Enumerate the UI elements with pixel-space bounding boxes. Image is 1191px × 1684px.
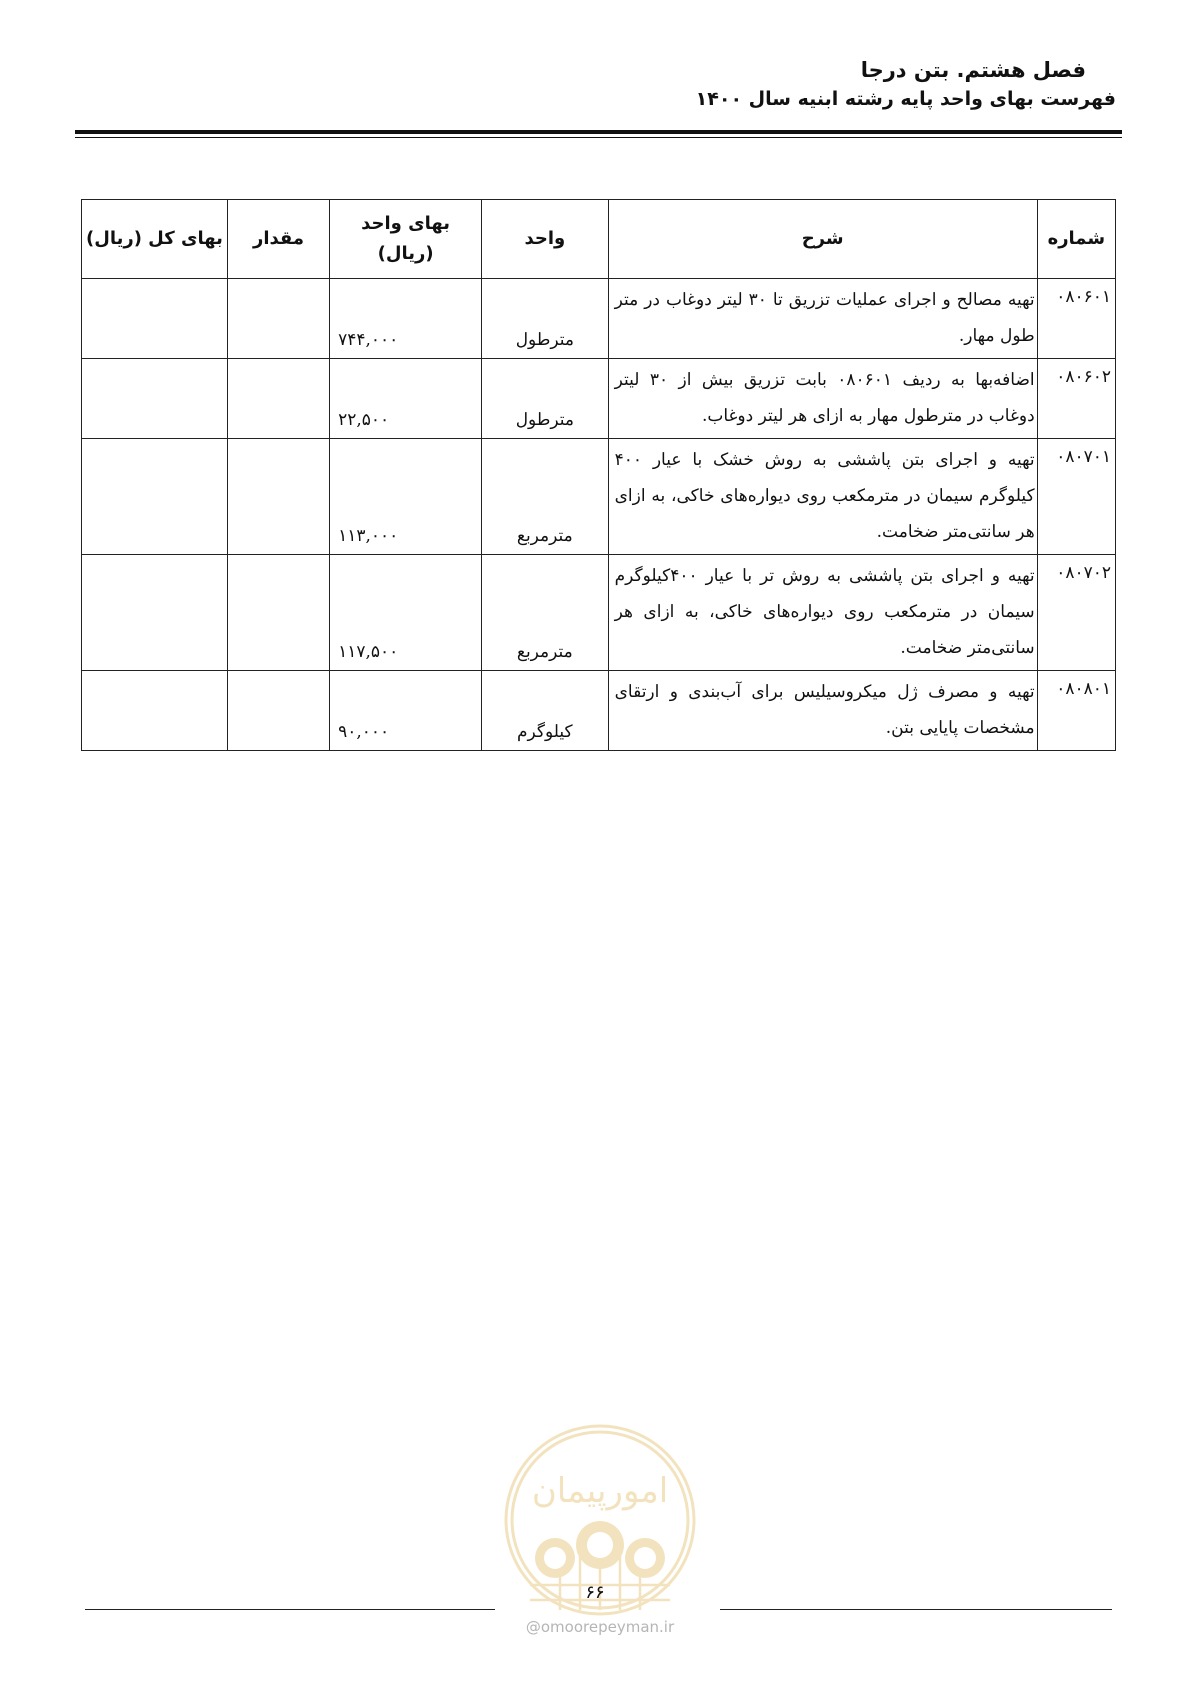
- row-total-price: [82, 671, 228, 751]
- row-unit: مترمربع: [482, 555, 609, 671]
- row-quantity: [227, 555, 329, 671]
- header-unit-price-currency: (ریال): [377, 243, 434, 264]
- table-row: [82, 555, 1116, 671]
- row-unit: مترطول: [482, 359, 609, 439]
- footer-rule-right: [720, 1609, 1112, 1610]
- header-unit-price: [330, 200, 482, 279]
- row-description: تهیه و مصرف ژل میکروسیلیس برای آب‌بندی و ارتقای مشخصات پایایی بتن.: [608, 671, 1037, 751]
- row-total-price: [82, 439, 228, 555]
- table-row: [82, 279, 1116, 359]
- page-number: ۶۶: [585, 1582, 605, 1603]
- row-total-price: [82, 555, 228, 671]
- row-unit: مترطول: [482, 279, 609, 359]
- header-unit-price-label: بهای واحد: [361, 213, 451, 234]
- chapter-title: فصل هشتم. بتن درجا: [860, 58, 1086, 82]
- row-quantity: [227, 359, 329, 439]
- row-total-price: [82, 279, 228, 359]
- header-code: شماره: [1037, 200, 1115, 279]
- row-unit: کیلوگرم: [482, 671, 609, 751]
- header-rule-thick: [75, 130, 1122, 134]
- header-rule-thin: [75, 137, 1122, 138]
- table-row: [82, 359, 1116, 439]
- header-unit: واحد: [482, 200, 609, 279]
- row-unit-price: ۱۱۷,۵۰۰: [330, 555, 482, 671]
- header-total-price: بهای کل (ریال): [82, 200, 228, 279]
- row-quantity: [227, 439, 329, 555]
- row-unit-price: ۱۱۳,۰۰۰: [330, 439, 482, 555]
- page-header: [696, 56, 1116, 114]
- row-unit-price: ۷۴۴,۰۰۰: [330, 279, 482, 359]
- row-code: ۰۸۰۷۰۱: [1037, 439, 1115, 555]
- watermark-url: @omoorepeyman.ir: [525, 1618, 675, 1636]
- table-header-row: [82, 200, 1116, 279]
- header-description: شرح: [608, 200, 1037, 279]
- footer-rule-left: [85, 1609, 495, 1610]
- table-row: [82, 439, 1116, 555]
- row-code: ۰۸۰۷۰۲: [1037, 555, 1115, 671]
- row-unit: مترمربع: [482, 439, 609, 555]
- row-quantity: [227, 671, 329, 751]
- row-code: ۰۸۰۶۰۲: [1037, 359, 1115, 439]
- row-total-price: [82, 359, 228, 439]
- document-title: فهرست بهای واحد پایه رشته ابنیه سال ۱۴۰۰: [695, 88, 1116, 110]
- row-unit-price: ۲۲,۵۰۰: [330, 359, 482, 439]
- row-description: تهیه و اجرای بتن پاششی به روش خشک با عیار ۴۰۰ کیلوگرم سیمان در مترمکعب روی دیواره‌های خاکی، به ازای هر سانتی‌متر ضخامت.: [608, 439, 1037, 555]
- row-code: ۰۸۰۸۰۱: [1037, 671, 1115, 751]
- row-quantity: [227, 279, 329, 359]
- row-description: تهیه و اجرای بتن پاششی به روش تر با عیار ۴۰۰کیلوگرم سیمان در مترمکعب روی دیواره‌های خاکی، به ازای هر سانتی‌متر ضخامت.: [608, 555, 1037, 671]
- row-description: تهیه مصالح و اجرای عملیات تزریق تا ۳۰ لیتر دوغاب در متر طول مهار.: [608, 279, 1037, 359]
- price-list-table: [81, 199, 1116, 751]
- row-description: اضافه‌بها به ردیف ۰۸۰۶۰۱ بابت تزریق بیش از ۳۰ لیتر دوغاب در مترطول مهار به ازای هر لیتر دوغاب.: [608, 359, 1037, 439]
- watermark-logo-text: امورپیمان: [531, 1471, 669, 1511]
- table-row: [82, 671, 1116, 751]
- header-quantity: مقدار: [227, 200, 329, 279]
- row-unit-price: ۹۰,۰۰۰: [330, 671, 482, 751]
- row-code: ۰۸۰۶۰۱: [1037, 279, 1115, 359]
